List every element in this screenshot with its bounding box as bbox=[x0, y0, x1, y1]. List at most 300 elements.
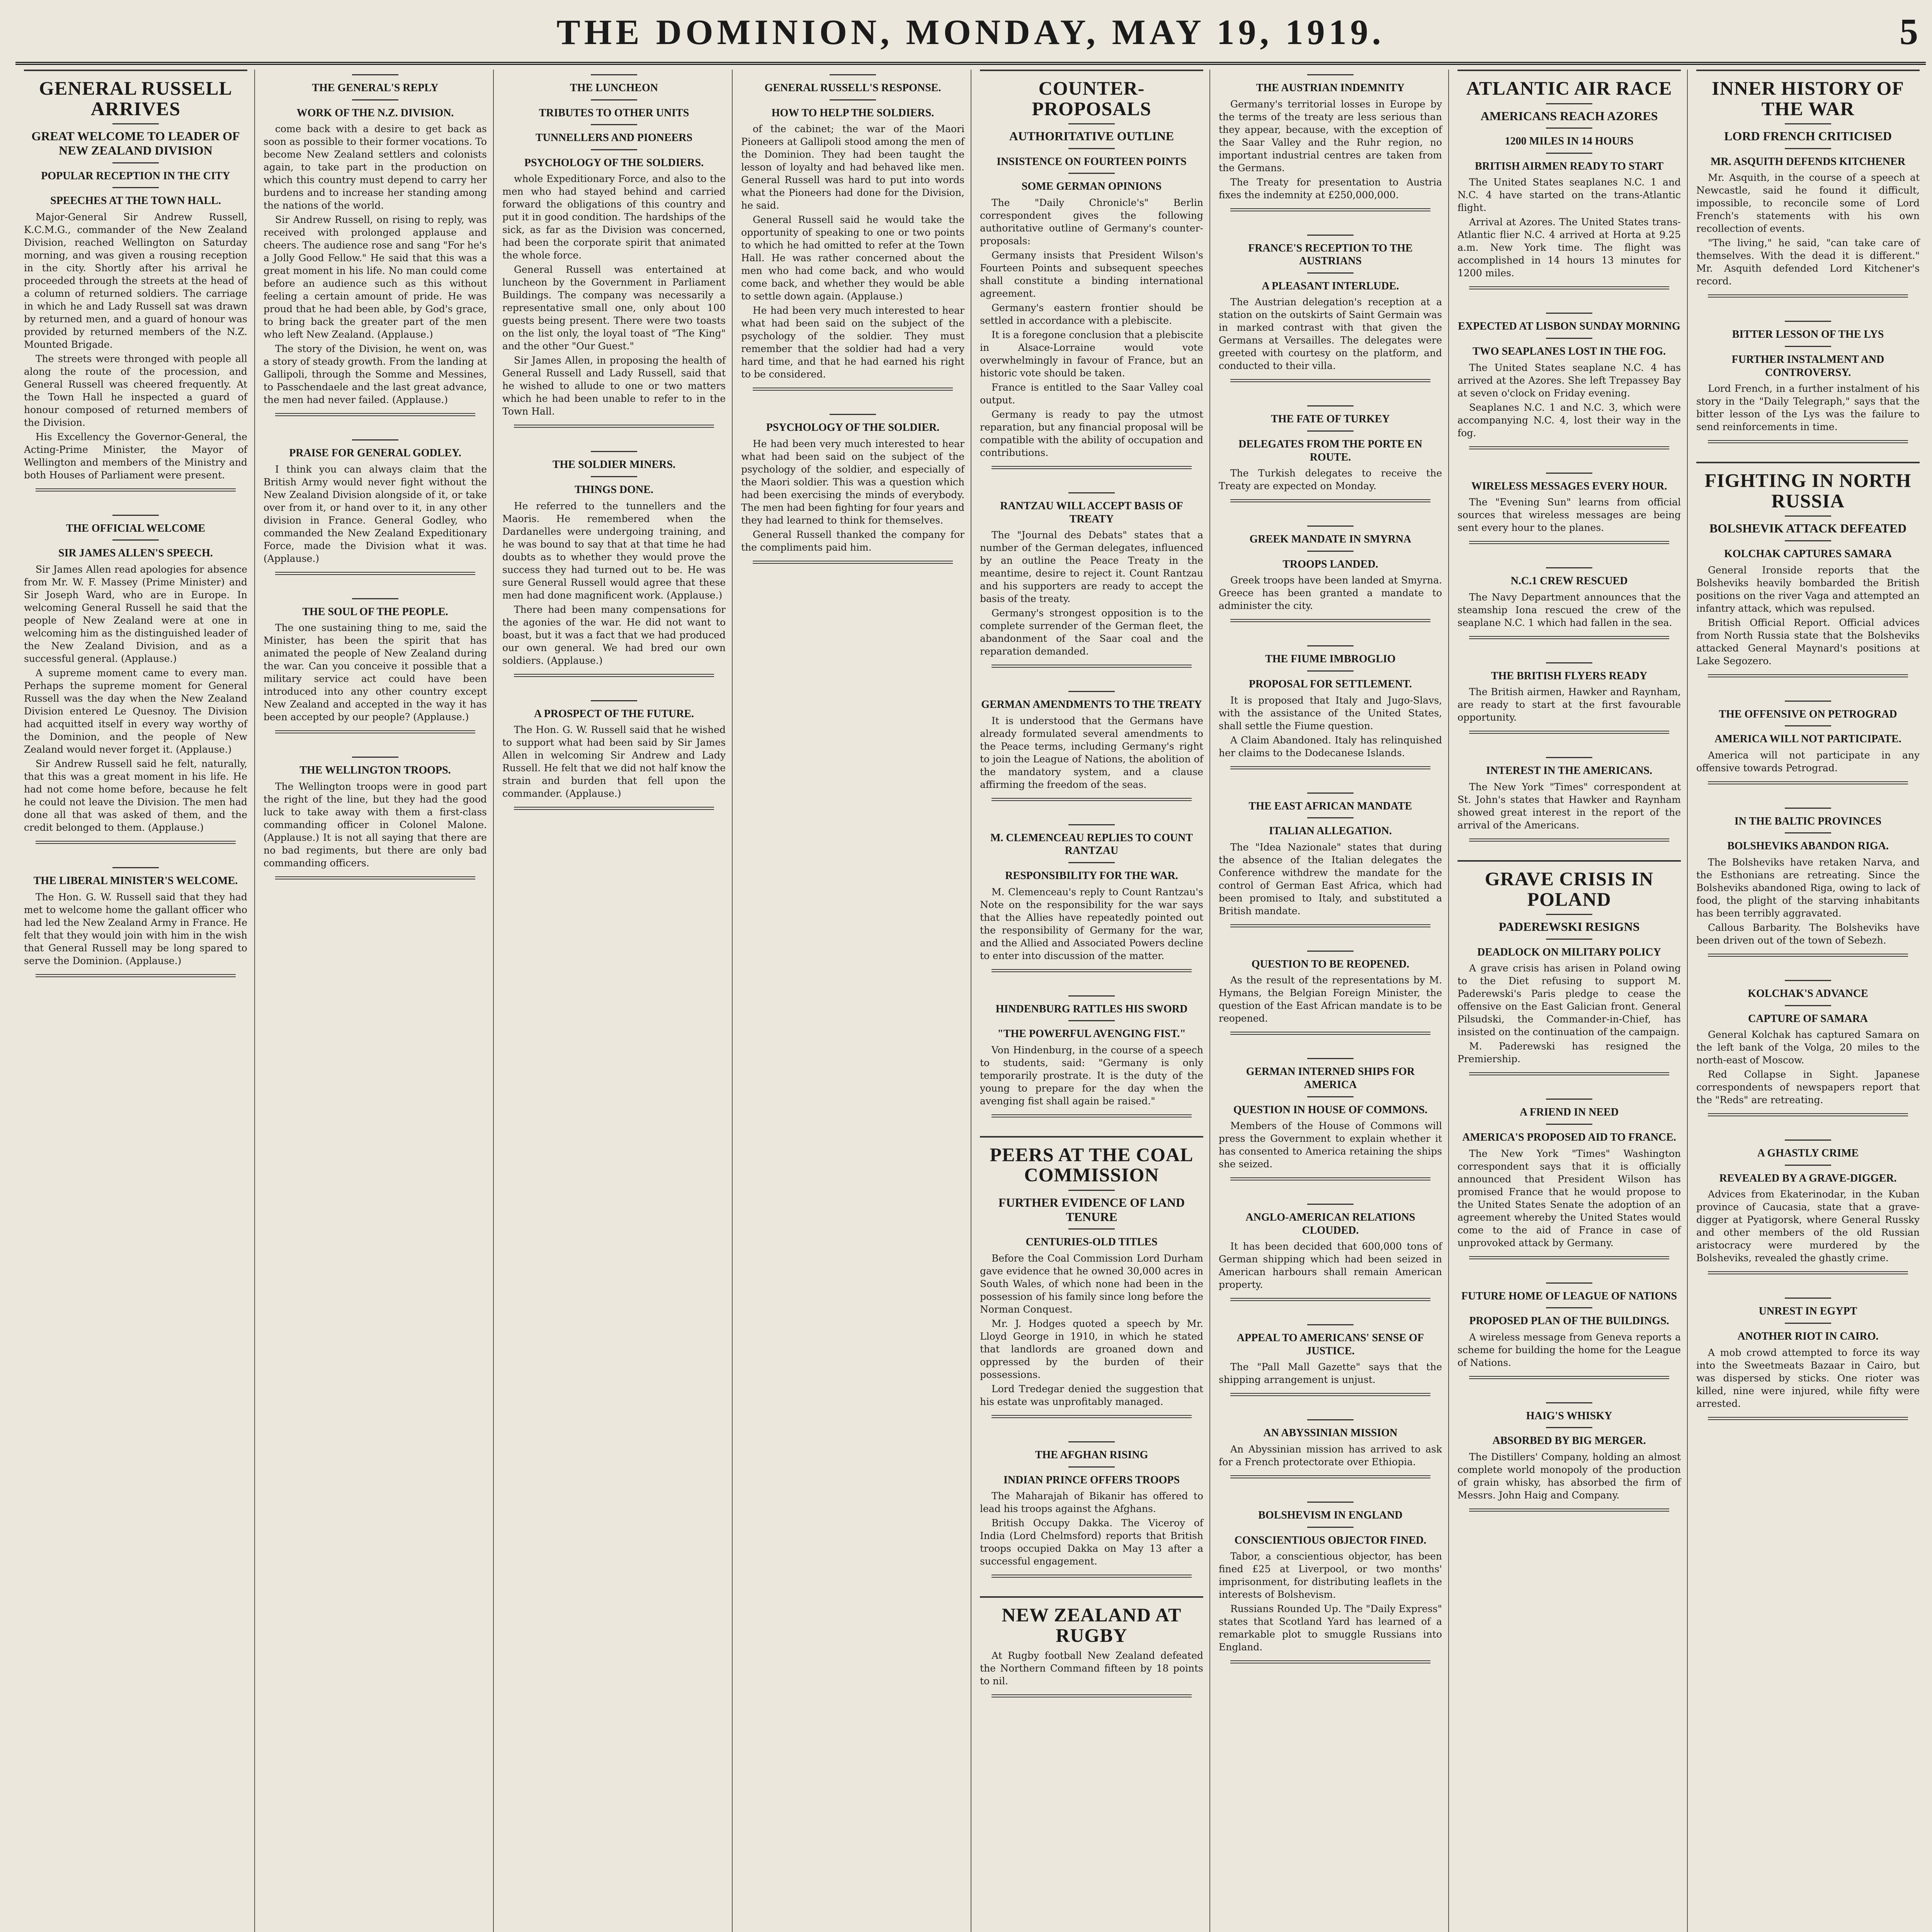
article bbox=[1210, 1058, 1449, 1199]
article-separator bbox=[1708, 954, 1908, 957]
headline-rule bbox=[980, 70, 1203, 71]
subhead-rule bbox=[112, 867, 159, 868]
subheadline: THINGS DONE. bbox=[575, 483, 653, 496]
article bbox=[1210, 1204, 1449, 1320]
article-separator bbox=[514, 425, 714, 428]
article-separator bbox=[992, 1694, 1192, 1697]
subheadline: HOW TO HELP THE SOLDIERS. bbox=[771, 107, 934, 119]
subheadline: A PROSPECT OF THE FUTURE. bbox=[534, 707, 694, 720]
subhead-rule bbox=[1068, 1020, 1115, 1021]
article bbox=[971, 492, 1210, 686]
subheadline: SOME GERMAN OPINIONS bbox=[1021, 180, 1162, 193]
body-paragraph: The New York "Times" correspondent at St. John's states that Hawker and Raynham showed great interest in the report of the arrival of the Americans. bbox=[1458, 781, 1681, 831]
subhead-rule bbox=[591, 99, 637, 100]
headline: PEERS AT THE COAL COMMISSION bbox=[990, 1143, 1194, 1186]
subheadline: PSYCHOLOGY OF THE SOLDIERS. bbox=[524, 156, 704, 169]
subheadline: HINDENBURG RATTLES HIS SWORD bbox=[995, 1003, 1188, 1015]
article-separator bbox=[1230, 208, 1430, 211]
subheadline: KOLCHAK'S ADVANCE bbox=[1748, 987, 1868, 1000]
article-separator bbox=[992, 1415, 1192, 1418]
subhead-rule bbox=[1546, 1124, 1592, 1125]
subhead-rule bbox=[1068, 1441, 1115, 1442]
article-separator bbox=[1230, 499, 1430, 502]
subheadline: POPULAR RECEPTION IN THE CITY bbox=[41, 170, 230, 182]
subhead-rule bbox=[1546, 1402, 1592, 1403]
article-separator bbox=[1230, 1475, 1430, 1478]
body-paragraph: The Distillers' Company, holding an almost complete world monopoly of the production of grain whisky, has absorbed the firm of Messrs. John Haig and Company. bbox=[1458, 1451, 1681, 1501]
column-2 bbox=[254, 70, 494, 1932]
subhead-rule bbox=[112, 162, 159, 163]
subhead-rule bbox=[1546, 567, 1592, 568]
body-paragraph: Major-General Sir Andrew Russell, K.C.M.G., commander of the New Zealand Division, reached Wellington on Saturday morning, and was given a rousing reception in the city. Shortly after his arrival he proceeded through the streets at the head of a column of returned soldiers. The carriage in which he and Lady Russell sat was drawn by returned men, and a guard of honour was provided by returned members of the N.Z. Mounted Brigade. bbox=[24, 211, 247, 350]
subhead-rule bbox=[1546, 939, 1592, 940]
article-separator bbox=[1230, 1660, 1430, 1663]
article-separator bbox=[1469, 286, 1669, 289]
body-paragraph: The Treaty for presentation to Austria fixes the indemnity at £250,000,000. bbox=[1219, 176, 1442, 201]
subhead-rule bbox=[1546, 128, 1592, 129]
subheadline: BOLSHEVIK ATTACK DEFEATED bbox=[1709, 521, 1907, 536]
subhead-rule bbox=[1546, 1282, 1592, 1284]
headline-rule bbox=[980, 1136, 1203, 1138]
subhead-rule bbox=[1068, 492, 1115, 493]
column-8 bbox=[1687, 70, 1927, 1932]
article-separator bbox=[275, 413, 475, 416]
article bbox=[1449, 1402, 1688, 1530]
subhead-rule bbox=[1785, 123, 1831, 124]
body-paragraph: Sir James Allen read apologies for absence from Mr. W. F. Massey (Prime Minister) and Sir Joseph Ward, who are in Europe. In welcoming General Russell he said that the people of New Zealand were at one in welcoming him as the distinguished leader of the New Zealand Division, and as a successful general. (Applause.) bbox=[24, 563, 247, 664]
subhead-rule bbox=[352, 74, 398, 75]
subhead-rule bbox=[1307, 670, 1354, 672]
subhead-rule bbox=[1307, 551, 1354, 552]
headline: INNER HISTORY OF THE WAR bbox=[1712, 77, 1904, 119]
article-separator bbox=[992, 665, 1192, 668]
body-paragraph: A Claim Abandoned. Italy has relinquished her claims to the Dodecanese Islands. bbox=[1219, 734, 1442, 759]
body-paragraph: The "Journal des Debats" states that a number of the German delegates, influenced by an outline the Peace Treaty in the meantime, desire to reject it. Count Rantzau and his supporters are ready to accept the basis of the treaty. bbox=[980, 529, 1203, 605]
article-separator bbox=[275, 876, 475, 879]
article-separator bbox=[992, 466, 1192, 469]
article bbox=[1449, 313, 1688, 468]
subheadline: WIRELESS MESSAGES EVERY HOUR. bbox=[1471, 480, 1667, 492]
body-paragraph: Lord French, in a further instalment of his story in the "Daily Telegraph," says that the bitter lesson of the Lys was the failure to send reinforcements in time. bbox=[1696, 383, 1920, 433]
subhead-rule bbox=[1307, 817, 1354, 818]
article bbox=[1449, 567, 1688, 658]
subheadline: THE BRITISH FLYERS READY bbox=[1491, 670, 1648, 682]
subheadline: SPEECHES AT THE TOWN HALL. bbox=[50, 195, 221, 207]
body-paragraph: M. Clemenceau's reply to Count Rantzau's Note on the responsibility for the war says that the Allies have repeatedly pointed out the responsibility of Germany for the war, and the Allied and Associated Powers decline to enter into discussion of the matter. bbox=[980, 886, 1203, 961]
subheadline: 1200 MILES IN 14 HOURS bbox=[1505, 135, 1634, 148]
subhead-rule bbox=[1546, 103, 1592, 104]
body-paragraph: British Occupy Dakka. The Viceroy of India (Lord Chelmsford) reports that British troops occupied Dakka on May 13 after a successful engagement. bbox=[980, 1517, 1203, 1567]
article-separator bbox=[1469, 1256, 1669, 1259]
subhead-rule bbox=[1546, 1427, 1592, 1428]
column-4 bbox=[732, 70, 971, 1932]
subheadline: SIR JAMES ALLEN'S SPEECH. bbox=[58, 547, 213, 560]
subhead-rule bbox=[112, 515, 159, 516]
subhead-rule bbox=[1546, 313, 1592, 314]
body-paragraph: "The living," he said, "can take care of themselves. With the dead it is different." Mr. Asquith defended Lord Kitchener's record. bbox=[1696, 237, 1920, 287]
body-paragraph: The streets were thronged with people all along the route of the procession, and General Russell was cheered frequently. At the Town Hall he inspected a guard of honour composed of returned members of the Division. bbox=[24, 353, 247, 428]
article-separator bbox=[1708, 781, 1908, 784]
article-separator bbox=[1469, 731, 1669, 734]
article bbox=[255, 74, 494, 435]
subheadline: DEADLOCK ON MILITARY POLICY bbox=[1477, 946, 1661, 958]
subheadline: CAPTURE OF SAMARA bbox=[1748, 1012, 1868, 1025]
article-separator bbox=[1469, 636, 1669, 639]
headline: ATLANTIC AIR RACE bbox=[1466, 77, 1672, 99]
article-separator bbox=[1708, 1271, 1908, 1274]
column-6 bbox=[1209, 70, 1449, 1932]
subhead-rule bbox=[1307, 272, 1354, 274]
subhead-rule bbox=[830, 414, 876, 415]
article bbox=[1449, 1282, 1688, 1398]
subhead-rule bbox=[1546, 914, 1592, 915]
page-number: 5 bbox=[1900, 11, 1918, 52]
body-paragraph: The "Idea Nazionale" states that during the absence of the Italian delegates the Conference withdrew the mandate for the control of German East Africa, which had been promised to Italy, and substituted a British mandate. bbox=[1219, 841, 1442, 917]
article-separator bbox=[1230, 1177, 1430, 1180]
column-7 bbox=[1448, 70, 1688, 1932]
body-paragraph: A grave crisis has arisen in Poland owing to the Diet refusing to support M. Paderewski's Paris pledge to cease the offensive on the East Galician front. General Pilsudski, the Commander-in-Chief, has insisted on the continuation of the campaign. bbox=[1458, 963, 1681, 1038]
subhead-rule bbox=[1785, 515, 1831, 517]
subheadline: PROPOSAL FOR SETTLEMENT. bbox=[1249, 678, 1412, 690]
article-separator bbox=[1708, 294, 1908, 298]
body-paragraph: The Hon. G. W. Russell said that they had met to welcome home the gallant officer who had led the New Zealand Army in France. He felt that they would join with him in the wish that General Russell may be long spared to serve the Dominion. (Applause.) bbox=[24, 891, 247, 966]
article bbox=[1449, 473, 1688, 563]
body-paragraph: Germany's strongest opposition is to the complete surrender of the German fleet, the abandonment of the Saar coal and the reparation demanded. bbox=[980, 607, 1203, 657]
subhead-rule bbox=[1068, 691, 1115, 692]
subhead-rule bbox=[1307, 1502, 1354, 1503]
article-separator bbox=[1469, 1376, 1669, 1379]
body-paragraph: General Russell was entertained at luncheon by the Government in Parliament Buildings. The company was necessarily a representative small one, only about 100 guests being present. There were two toasts on the list only, the loyal toast of "The King" and the other "Our Guest." bbox=[502, 264, 726, 352]
subhead-rule bbox=[1307, 1324, 1354, 1325]
body-paragraph: Sir Andrew Russell said he felt, naturally, that this was a great moment in his life. He had not come home before, because he felt he could not leave the Division. The men had done all that was asked of them, and the credit belonged to them. (Applause.) bbox=[24, 758, 247, 833]
article-separator bbox=[36, 841, 236, 844]
body-paragraph: British Official Report. Official advices from North Russia state that the Bolsheviks attacked General Maynard's positions at Lake Segozero. bbox=[1696, 617, 1920, 667]
subheadline: RANTZAU WILL ACCEPT BASIS OF TREATY bbox=[1000, 500, 1183, 525]
article-separator bbox=[753, 561, 953, 564]
subheadline: WORK OF THE N.Z. DIVISION. bbox=[296, 107, 454, 119]
subhead-rule bbox=[1307, 1527, 1354, 1528]
subheadline: REVEALED BY A GRAVE-DIGGER. bbox=[1719, 1172, 1897, 1184]
body-paragraph: He referred to the tunnellers and the Maoris. He remembered when the Dardanelles were undergoing training, and he was bound to say that at that time he had doubts as to whether they would prove the success they had turned out to be. He was sure General Russell would agree that these men had done magnificent work. (Applause.) bbox=[502, 500, 726, 601]
subhead-rule bbox=[1307, 235, 1354, 236]
article-separator bbox=[275, 572, 475, 575]
subheadline: DELEGATES FROM THE PORTE EN ROUTE. bbox=[1238, 438, 1422, 463]
subheadline: BRITISH AIRMEN READY TO START bbox=[1475, 160, 1664, 172]
headline-rule bbox=[1458, 70, 1681, 71]
body-paragraph: General Russell said he would take the opportunity of speaking to one or two points to which he had omitted to refer at the Town Hall. He was rather concerned about the men who had come back, and who would come back, and whether they would be able to settle down again. (Applause.) bbox=[741, 214, 964, 302]
subhead-rule bbox=[1068, 995, 1115, 997]
subheadline: PRAISE FOR GENERAL GODLEY. bbox=[289, 447, 461, 459]
subheadline: TROOPS LANDED. bbox=[1282, 558, 1378, 570]
body-paragraph: Sir Andrew Russell, on rising to reply, was received with prolonged applause and cheers. The audience rose and sang "For he's a Jolly Good Fellow." He said that this was a great moment in his life. No man could come before an audience such as this without feeling a certain amount of pride. He was proud that he had been able, by God's grace, to bring back the greater part of the men who left New Zealand. (Applause.) bbox=[264, 214, 487, 340]
subhead-rule bbox=[591, 700, 637, 701]
body-paragraph: Von Hindenburg, in the course of a speech to students, said: "Germany is only temporarily prostrate. It is the duty of the young to prepare for the day when the avenging fist shall again be raised." bbox=[980, 1044, 1203, 1107]
subhead-rule bbox=[1068, 173, 1115, 174]
body-paragraph: Advices from Ekaterinodar, in the Kuban province of Caucasia, state that a grave-digger at Pyatigorsk, where General Russky and other members of the old Russian aristocracy were murdered by the Bolsheviks, revealed the ghastly crime. bbox=[1696, 1189, 1920, 1264]
article bbox=[971, 1596, 1210, 1716]
article-separator bbox=[275, 730, 475, 733]
subheadline: THE AFGHAN RISING bbox=[1035, 1449, 1148, 1461]
article bbox=[255, 439, 494, 594]
article bbox=[733, 74, 971, 409]
body-paragraph: The Hon. G. W. Russell said that he wished to support what had been said by Sir James Allen in welcoming Sir Andrew and Lady Russell. He felt that we did not half know the strain and burden that fell upon the commander. (Applause.) bbox=[502, 724, 726, 799]
subheadline: THE SOLDIER MINERS. bbox=[552, 459, 676, 471]
body-paragraph: General Kolchak has captured Samara on the left bank of the Volga, 20 miles to the north-east of Moscow. bbox=[1696, 1029, 1920, 1066]
subheadline: GREAT WELCOME TO LEADER OF NEW ZEALAND DIVISION bbox=[31, 129, 240, 157]
subhead-rule bbox=[112, 539, 159, 541]
subhead-rule bbox=[1307, 1096, 1354, 1097]
article-separator bbox=[36, 974, 236, 977]
body-paragraph: Before the Coal Commission Lord Durham gave evidence that he owned 30,000 acres in South Wales, of which none had been in the possession of his family since long before the Norman Conquest. bbox=[980, 1252, 1203, 1315]
subheadline: INSISTENCE ON FOURTEEN POINTS bbox=[997, 155, 1187, 168]
article-separator bbox=[1469, 838, 1669, 842]
subhead-rule bbox=[591, 476, 637, 477]
body-paragraph: The United States seaplanes N.C. 1 and N.C. 4 have started on the trans-Atlantic flight. bbox=[1458, 177, 1681, 214]
body-paragraph: whole Expeditionary Force, and also to the men who had stayed behind and carried forward the obligations of this country and put it in good condition. The hardships of the sick, as far as the Division was concerned, had been the corporate spirit that animated the whole force. bbox=[502, 173, 726, 261]
article bbox=[494, 74, 733, 446]
subhead-rule bbox=[352, 598, 398, 599]
subhead-rule bbox=[591, 124, 637, 125]
article-separator bbox=[1230, 1032, 1430, 1035]
body-paragraph: The Turkish delegates to receive the Treaty are expected on Monday. bbox=[1219, 468, 1442, 492]
column-1 bbox=[15, 70, 254, 1932]
subhead-rule bbox=[1546, 338, 1592, 339]
body-paragraph: The "Daily Chronicle's" Berlin correspondent gives the following authoritative outline of Germany's counter-proposals: bbox=[980, 197, 1203, 247]
body-paragraph: Mr. J. Hodges quoted a speech by Mr. Lloyd George in 1910, in which he stated that landlords are groaned down and oppressed by the burden of their possessions. bbox=[980, 1318, 1203, 1380]
body-paragraph: At Rugby football New Zealand defeated the Northern Command fifteen by 18 points to nil. bbox=[980, 1650, 1203, 1687]
article bbox=[255, 757, 494, 898]
body-paragraph: come back with a desire to get back as soon as possible to their former vocations. To become New Zealand settlers and colonists again, to take part in the production on which this country must depend to carry her burdens and to increase her standing among the nations of the world. bbox=[264, 123, 487, 211]
subheadline: BOLSHEVISM IN ENGLAND bbox=[1258, 1509, 1403, 1522]
subhead-rule bbox=[1068, 1190, 1115, 1191]
article-separator bbox=[1230, 379, 1430, 382]
article-separator bbox=[1469, 1509, 1669, 1512]
subheadline: THE AUSTRIAN INDEMNITY bbox=[1256, 82, 1405, 94]
body-paragraph: The Austrian delegation's reception at a station on the outskirts of Saint Germain was in marked contrast with that given the Germans at Versailles. The delegates were greeted with courtesy on the platform, and conducted to their villa. bbox=[1219, 296, 1442, 372]
subhead-rule bbox=[1307, 1204, 1354, 1205]
subhead-rule bbox=[112, 123, 159, 124]
body-paragraph: Greek troops have been landed at Smyrna. Greece has been granted a mandate to administer the city. bbox=[1219, 575, 1442, 612]
subheadline: THE LIBERAL MINISTER'S WELCOME. bbox=[33, 874, 238, 887]
body-paragraph: A wireless message from Geneva reports a scheme for building the home for the League of Nations. bbox=[1458, 1331, 1681, 1368]
headline: GRAVE CRISIS IN POLAND bbox=[1485, 868, 1654, 910]
subhead-rule bbox=[1785, 148, 1831, 149]
body-paragraph: Callous Barbarity. The Bolsheviks have been driven out of the town of Sebezh. bbox=[1696, 922, 1920, 946]
body-paragraph: America will not participate in any offensive towards Petrograd. bbox=[1696, 749, 1920, 774]
subhead-rule bbox=[1785, 980, 1831, 981]
article-separator bbox=[992, 1114, 1192, 1117]
article-separator bbox=[1469, 541, 1669, 544]
article-separator bbox=[1469, 446, 1669, 449]
article bbox=[1210, 1324, 1449, 1415]
article bbox=[1449, 70, 1688, 308]
masthead bbox=[15, 8, 1926, 65]
body-paragraph: The Wellington troops were in good part the right of the line, but they had the good luck to take away with them a first-class commanding officer in Colonel Malone. (Applause.) It is not all saying that there are no bad regiments, but there are only bad commanding officers. bbox=[264, 781, 487, 869]
subheadline: THE LUNCHEON bbox=[570, 82, 658, 94]
article bbox=[1210, 405, 1449, 521]
subheadline: AMERICANS REACH AZORES bbox=[1480, 109, 1658, 123]
subheadline: PSYCHOLOGY OF THE SOLDIER. bbox=[766, 422, 940, 434]
subhead-rule bbox=[1068, 862, 1115, 863]
article bbox=[971, 70, 1210, 488]
subhead-rule bbox=[1785, 808, 1831, 809]
article bbox=[494, 451, 733, 695]
article bbox=[15, 70, 254, 510]
article bbox=[1688, 321, 1927, 462]
subheadline: HAIG'S WHISKY bbox=[1526, 1410, 1612, 1422]
article bbox=[1449, 662, 1688, 753]
subheadline: MR. ASQUITH DEFENDS KITCHENER bbox=[1710, 155, 1906, 168]
subheadline: ITALIAN ALLEGATION. bbox=[1269, 825, 1392, 837]
article-separator bbox=[36, 488, 236, 492]
body-paragraph: The story of the Division, he went on, was a story of steady growth. From the landing at Gallipoli, through the Somme and Messines, to Passchendaele and the last great advance, the men had never failed. (Applause.) bbox=[264, 343, 487, 406]
article-separator bbox=[992, 1575, 1192, 1578]
body-paragraph: General Russell thanked the company for the compliments paid him. bbox=[741, 529, 964, 553]
body-paragraph: He had been very much interested to hear what had been said on the subject of the psychology of the soldier, and especially of the Maori soldier. This was a question which had been exercising the minds of everybody. The men had been fighting for four years and they had learned to think for themselves. bbox=[741, 438, 964, 526]
subhead-rule bbox=[1785, 1323, 1831, 1324]
subheadline: THE SOUL OF THE PEOPLE. bbox=[302, 605, 448, 618]
subheadline: AUTHORITATIVE OUTLINE bbox=[1009, 129, 1174, 143]
subhead-rule bbox=[591, 451, 637, 452]
subheadline: FURTHER EVIDENCE OF LAND TENURE bbox=[998, 1195, 1185, 1224]
subheadline: THE FIUME IMBROGLIO bbox=[1265, 653, 1396, 665]
subheadline: THE FATE OF TURKEY bbox=[1271, 413, 1390, 425]
subheadline: THE WELLINGTON TROOPS. bbox=[299, 764, 451, 777]
subheadline: INTEREST IN THE AMERICANS. bbox=[1486, 765, 1652, 777]
subheadline: INDIAN PRINCE OFFERS TROOPS bbox=[1003, 1474, 1180, 1486]
subheadline: PROPOSED PLAN OF THE BUILDINGS. bbox=[1469, 1315, 1669, 1327]
body-paragraph: The Maharajah of Bikanir has offered to lead his troops against the Afghans. bbox=[980, 1490, 1203, 1515]
subheadline: A PLEASANT INTERLUDE. bbox=[1262, 280, 1399, 292]
article-separator bbox=[514, 674, 714, 677]
article bbox=[1210, 645, 1449, 787]
subheadline: M. CLEMENCEAU REPLIES TO COUNT RANTZAU bbox=[990, 832, 1193, 857]
subheadline: FURTHER INSTALMENT AND CONTROVERSY. bbox=[1731, 353, 1884, 379]
subheadline: "THE POWERFUL AVENGING FIST." bbox=[997, 1028, 1186, 1040]
body-paragraph: Seaplanes N.C. 1 and N.C. 3, which were accompanying N.C. 4, lost their way in the fog. bbox=[1458, 401, 1681, 439]
body-paragraph: France is entitled to the Saar Valley coal output. bbox=[980, 381, 1203, 406]
subhead-rule bbox=[352, 99, 398, 100]
subheadline: GREEK MANDATE IN SMYRNA bbox=[1249, 533, 1412, 546]
article-separator bbox=[992, 798, 1192, 801]
article-separator bbox=[1230, 924, 1430, 927]
article bbox=[1210, 793, 1449, 946]
article bbox=[971, 1136, 1210, 1437]
body-paragraph: Mr. Asquith, in the course of a speech at Newcastle, said he found it difficult, impossible, to reconcile some of Lord French's statements with his own recollection of events. bbox=[1696, 172, 1920, 235]
headline-rule bbox=[1696, 70, 1920, 71]
subheadline: FRANCE'S RECEPTION TO THE AUSTRIANS bbox=[1248, 242, 1413, 267]
article bbox=[1688, 462, 1927, 696]
body-paragraph: Tabor, a conscientious objector, has been fined £25 at Liverpool, or two months' imprisonment, for distributing leaflets in the interests of Bolshevism. bbox=[1219, 1551, 1442, 1600]
body-paragraph: Germany insists that President Wilson's Fourteen Points and subsequent speeches shall constitute a binding international agreement. bbox=[980, 249, 1203, 299]
body-paragraph: The Navy Department announces that the steamship Iona rescued the crew of the seaplane N.C. 1 which had fallen in the sea. bbox=[1458, 591, 1681, 628]
body-paragraph: The "Pall Mall Gazette" says that the shipping arrangement is unjust. bbox=[1219, 1361, 1442, 1386]
article-separator bbox=[1708, 1113, 1908, 1116]
subheadline: QUESTION TO BE REOPENED. bbox=[1251, 958, 1410, 970]
subheadline: TUNNELLERS AND PIONEERS bbox=[535, 132, 693, 144]
body-paragraph: The "Evening Sun" learns from official sources that wireless messages are being sent every hour to the planes. bbox=[1458, 497, 1681, 534]
subhead-rule bbox=[1307, 951, 1354, 952]
subheadline: FUTURE HOME OF LEAGUE OF NATIONS bbox=[1461, 1290, 1677, 1302]
subhead-rule bbox=[1546, 757, 1592, 758]
body-paragraph: A supreme moment came to every man. Perhaps the supreme moment for General Russell was the day when the New Zealand Division entered Le Quesnoy. The Division had acquitted itself in every way worthy of the Dominion, and the people of New Zealand would never forget it. (Applause.) bbox=[24, 667, 247, 755]
subhead-rule bbox=[1785, 1139, 1831, 1141]
article-separator bbox=[514, 807, 714, 810]
subhead-rule bbox=[1307, 1419, 1354, 1420]
subhead-rule bbox=[1068, 148, 1115, 149]
subheadline: THE EAST AFRICAN MANDATE bbox=[1248, 800, 1412, 812]
headline-rule bbox=[1458, 860, 1681, 862]
article-separator bbox=[1469, 1072, 1669, 1075]
article bbox=[1688, 1139, 1927, 1293]
subheadline: GENERAL RUSSELL'S RESPONSE. bbox=[764, 82, 941, 94]
subheadline: AMERICA'S PROPOSED AID TO FRANCE. bbox=[1462, 1131, 1676, 1144]
subhead-rule bbox=[1785, 1165, 1831, 1166]
body-paragraph: I think you can always claim that the British Army would never fight without the New Zealand Division alongside of it, or take over from it, or hand over to it, in any other division in France. General Godley, who commanded the New Zealand Expeditionary Force, made the Division what it was. (Applause.) bbox=[264, 463, 487, 564]
article bbox=[1688, 808, 1927, 975]
subhead-rule bbox=[591, 149, 637, 150]
article bbox=[1210, 1419, 1449, 1497]
subhead-rule bbox=[1785, 540, 1831, 541]
headline: NEW ZEALAND AT RUGBY bbox=[1002, 1604, 1182, 1646]
article bbox=[1688, 980, 1927, 1135]
article bbox=[1688, 701, 1927, 803]
subheadline: GERMAN AMENDMENTS TO THE TREATY bbox=[981, 699, 1202, 711]
subhead-rule bbox=[830, 99, 876, 100]
body-paragraph: It is understood that the Germans have already formulated several amendments to the Peace terms, including Germany's right to join the League of Nations, the abolition of the mandatory system, and a clause affirming the freedom of the seas. bbox=[980, 715, 1203, 790]
columns-container bbox=[15, 70, 1926, 1932]
masthead-title: THE DOMINION, MONDAY, MAY 19, 1919. bbox=[556, 12, 1385, 52]
subheadline: QUESTION IN HOUSE OF COMMONS. bbox=[1233, 1104, 1428, 1116]
article bbox=[971, 824, 1210, 991]
subhead-rule bbox=[1785, 701, 1831, 702]
body-paragraph: Arrival at Azores. The United States trans-Atlantic flier N.C. 4 arrived at Horta at 9.25 a.m. New York time. The flight was accomplished in 14 hours 13 minutes for 1200 miles. bbox=[1458, 216, 1681, 279]
article bbox=[971, 1441, 1210, 1596]
subheadline: IN THE BALTIC PROVINCES bbox=[1734, 815, 1882, 827]
article-separator bbox=[753, 388, 953, 391]
body-paragraph: The United States seaplane N.C. 4 has arrived at the Azores. She left Trepassey Bay at seven o'clock on Friday evening. bbox=[1458, 362, 1681, 399]
body-paragraph: The Bolsheviks have retaken Narva, and the Esthonians are retreating. Since the Bolsheviks abandoned Riga, owing to lack of food, the plight of the starving inhabitants has been terribly aggravated. bbox=[1696, 856, 1920, 919]
subheadline: BOLSHEVIKS ABANDON RIGA. bbox=[1727, 840, 1889, 852]
subheadline: A GHASTLY CRIME bbox=[1757, 1147, 1859, 1160]
article bbox=[15, 515, 254, 862]
subhead-rule bbox=[1307, 526, 1354, 527]
article bbox=[1210, 951, 1449, 1054]
column-3 bbox=[493, 70, 733, 1932]
article-separator bbox=[1708, 674, 1908, 677]
article-separator bbox=[1230, 1298, 1430, 1301]
headline-rule bbox=[24, 70, 247, 71]
subheadline: THE GENERAL'S REPLY bbox=[312, 82, 439, 94]
body-paragraph: Red Collapse in Sight. Japanese correspondents of newspapers report that the "Reds" are retreating. bbox=[1696, 1069, 1920, 1106]
article-separator bbox=[1230, 619, 1430, 622]
body-paragraph: of the cabinet; the war of the Maori Pioneers at Gallipoli stood among the men of the Dominion. They had been taught the lesson of loyalty and had behaved like men. General Russell was hard to put into words what the Pioneers had done for the Division, he said. bbox=[741, 123, 964, 211]
subheadline: TWO SEAPLANES LOST IN THE FOG. bbox=[1473, 345, 1666, 358]
article-separator bbox=[1230, 766, 1430, 769]
article bbox=[971, 691, 1210, 820]
subhead-rule bbox=[1307, 793, 1354, 794]
headline: GENERAL RUSSELL ARRIVES bbox=[39, 77, 232, 119]
subheadline: EXPECTED AT LISBON SUNDAY MORNING bbox=[1458, 320, 1680, 333]
body-paragraph: He had been very much interested to hear what had been said on the subject of the psychology of the soldier. They must remember that the soldier had had a very hard time, and that he had earned his right to be considered. bbox=[741, 305, 964, 380]
body-paragraph: It has been decided that 600,000 tons of German shipping which had been seized in American harbours shall remain American property. bbox=[1219, 1241, 1442, 1291]
subhead-rule bbox=[1068, 123, 1115, 124]
subhead-rule bbox=[1068, 824, 1115, 825]
column-5 bbox=[971, 70, 1210, 1932]
article bbox=[971, 995, 1210, 1136]
subheadline: N.C.1 CREW RESCUED bbox=[1510, 575, 1628, 587]
headline: COUNTER-PROPOSALS bbox=[1032, 77, 1151, 119]
